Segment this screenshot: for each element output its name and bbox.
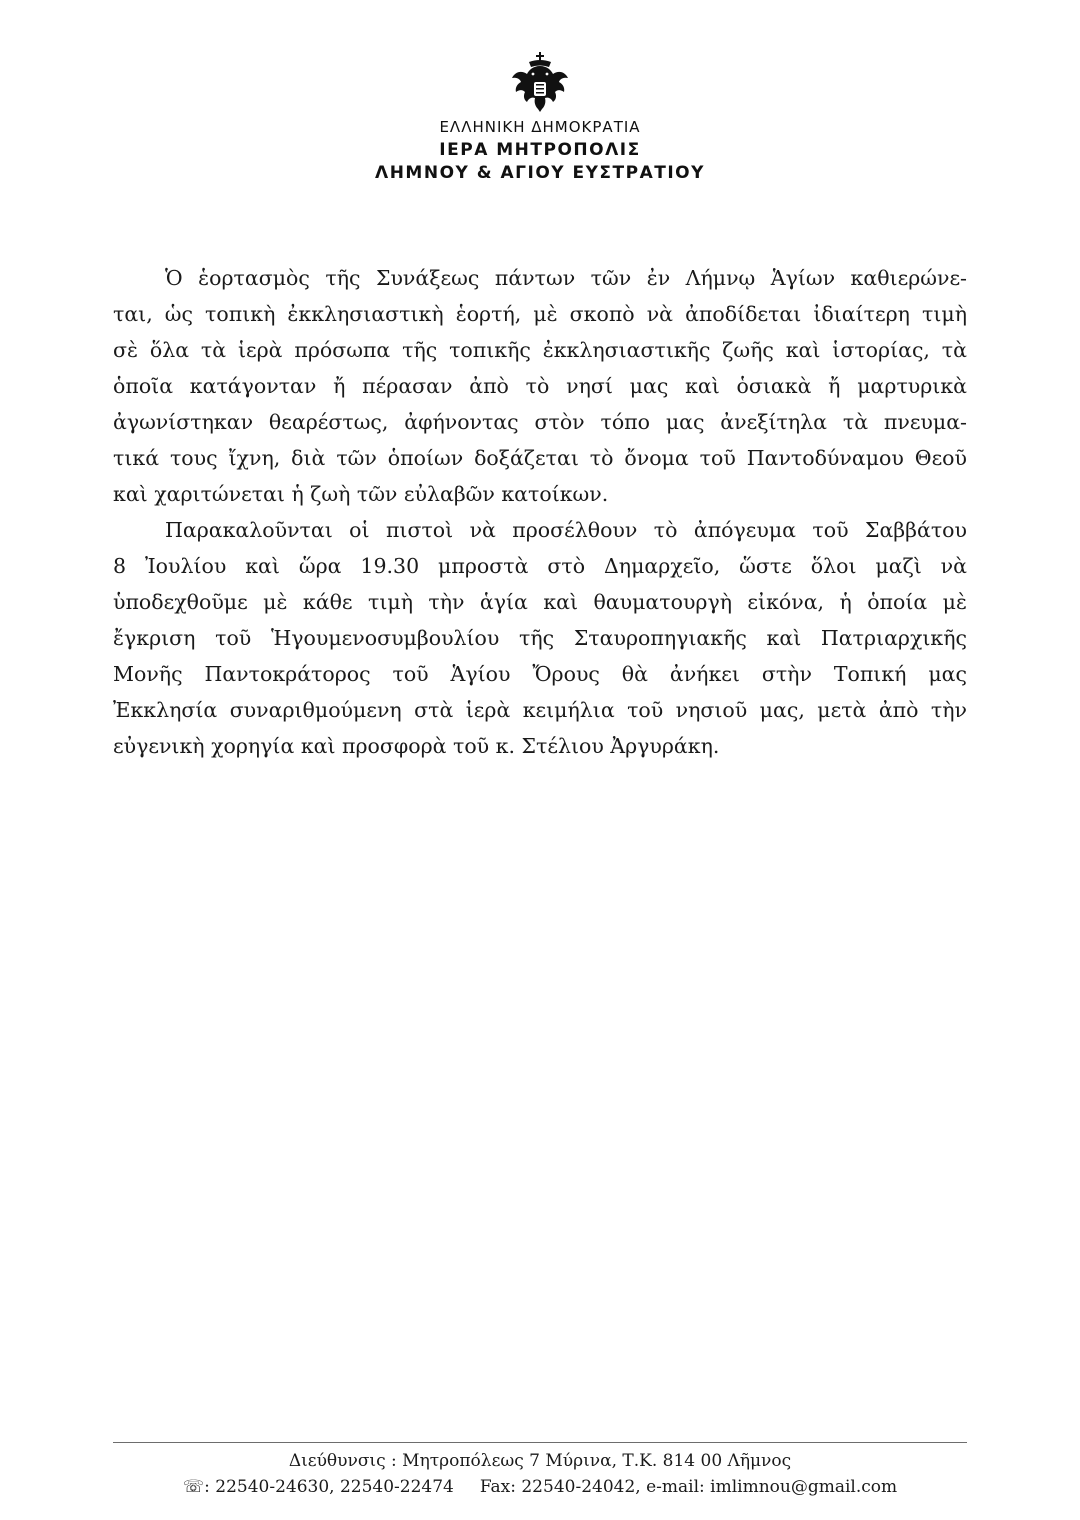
paragraph-line: εὐγενικὴ χορηγία καὶ προσφορὰ τοῦ κ. Στέλιου Ἀργυράκη.	[113, 734, 720, 758]
footer-fax-email[interactable]: Fax: 22540-24042, e-mail: imlimnou@gmail.com	[479, 1477, 898, 1497]
paragraph-2	[113, 512, 967, 764]
double-headed-eagle-icon	[509, 52, 571, 114]
paragraph-line: καὶ χαριτώνεται ἡ ζωὴ τῶν εὐλαβῶν κατοίκων.	[113, 482, 609, 506]
paragraph-line: τικά τους ἴχνη, διὰ τῶν ὁποίων δοξάζεται τὸ ὄνομα τοῦ Παντοδύναμου Θεοῦ	[113, 446, 967, 470]
footer	[113, 1448, 967, 1500]
paragraph-line: 8 Ἰουλίου καὶ ὥρα 19.30 μπροστὰ στὸ Δημαρχεῖο, ὥστε ὅλοι μαζὶ νὰ	[113, 554, 967, 578]
header-metropolis-title: ΙΕΡΑ ΜΗΤΡΟΠΟΛΙΣ	[439, 140, 641, 160]
paragraph-line: ὁποῖα κατάγονταν ἤ πέρασαν ἀπὸ τὸ νησί μας καὶ ὁσιακὰ ἤ μαρτυρικὰ	[113, 374, 967, 398]
paragraph-1	[113, 260, 967, 512]
paragraph-line: Ὁ ἑορτασμὸς τῆς Συνάξεως πάντων τῶν ἐν Λήμνῳ Ἁγίων καθιερώνε-	[165, 266, 967, 290]
paragraph-line: ὑποδεχθοῦμε μὲ κάθε τιμὴ τὴν ἁγία καὶ θαυματουργὴ εἰκόνα, ἡ ὁποία μὲ	[113, 590, 967, 614]
paragraph-line: Μονῆς Παντοκράτορος τοῦ Ἁγίου Ὄρους θὰ ἀνήκει στὴν Τοπική μας	[113, 662, 967, 686]
paragraph-line: ἀγωνίστηκαν θεαρέστως, ἀφήνοντας στὸν τόπο μας ἀνεξίτηλα τὰ πνευμα-	[113, 410, 967, 434]
header-metropolis-region: ΛΗΜΝΟΥ & ΑΓΙΟΥ ΕΥΣΤΡΑΤΙΟΥ	[375, 163, 705, 183]
letterhead	[0, 52, 1080, 182]
footer-address: Διεύθυνσις : Μητροπόλεως 7 Μύρινα, Τ.Κ. 814 00 Λῆμνος	[288, 1451, 792, 1471]
paragraph-line: ται, ὡς τοπικὴ ἐκκλησιαστικὴ ἑορτή, μὲ σκοπὸ νὰ ἀποδίδεται ἰδιαίτερη τιμὴ	[113, 302, 967, 326]
footer-contact	[113, 1474, 967, 1500]
paragraph-line: Παρακαλοῦνται οἱ πιστοὶ νὰ προσέλθουν τὸ ἀπόγευμα τοῦ Σαββάτου	[165, 518, 967, 542]
letter-body	[113, 260, 967, 764]
header-state-name: ΕΛΛΗΝΙΚΗ ΔΗΜΟΚΡΑΤΙΑ	[439, 118, 641, 136]
footer-divider	[113, 1442, 967, 1443]
paragraph-line: ἔγκριση τοῦ Ἡγουμενοσυμβουλίου τῆς Σταυροπηγιακῆς καὶ Πατριαρχικῆς	[113, 626, 967, 650]
paragraph-line: Ἐκκλησία συναριθμούμενη στὰ ἱερὰ κειμήλια τοῦ νησιοῦ μας, μετὰ ἀπὸ τὴν	[113, 698, 967, 722]
footer-phones: : 22540-24630, 22540-22474	[204, 1477, 454, 1497]
paragraph-line: σὲ ὅλα τὰ ἱερὰ πρόσωπα τῆς τοπικῆς ἐκκλησιαστικῆς ζωῆς καὶ ἱστορίας, τὰ	[113, 338, 967, 362]
telephone-icon: ☏	[182, 1477, 205, 1497]
